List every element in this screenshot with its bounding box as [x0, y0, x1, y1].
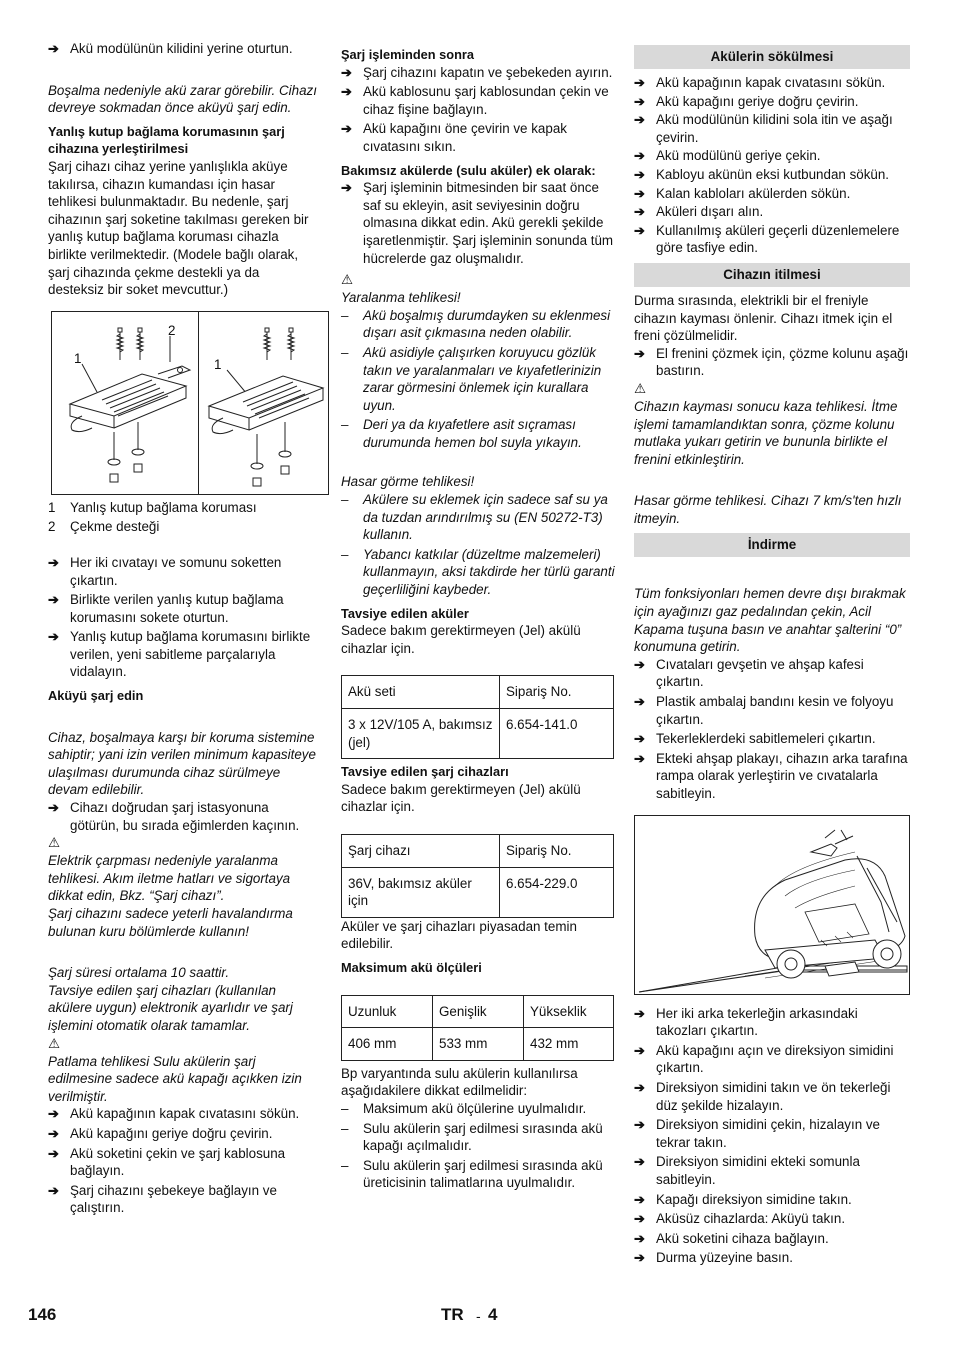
- paragraph-market-availability: Aküler ve şarj cihazları piyasadan temin edilebilir.: [341, 918, 577, 952]
- table-header-cell: Genişlik: [433, 995, 524, 1028]
- list-item: – Sulu akülerin şarj edilmesi sırasında akü üreticisinin talimatlarına uyulmalıdır.: [341, 1157, 615, 1192]
- legend-item: 1 Yanlış kutup bağlama koruması: [48, 499, 257, 515]
- note-discharge-protection: Cihaz, boşalmaya karşı bir koruma sistemine sahiptir; yani izin verilen minimum kapasiteye ulaşılması durumunda cihaz sürülmeye devam edilebilir.: [48, 729, 316, 798]
- table-cell: 6.654-141.0: [500, 709, 614, 759]
- step-item: ➔ Aküsüz cihazlarda: Aküyü takın.: [634, 1210, 910, 1228]
- section-heading-unloading: İndirme: [634, 533, 910, 557]
- step-item: ➔ Direksiyon simidini takın ve ön tekerleği düz şekilde hizalayın.: [634, 1079, 910, 1114]
- step-item: ➔ Akü modülünü geriye çekin.: [634, 147, 910, 165]
- step-item: ➔ Aküleri dışarı alın.: [634, 203, 910, 221]
- legend-item: 2 Çekme desteği: [48, 519, 160, 535]
- paragraph-gel-batteries: Sadece bakım gerektirmeyen (Jel) akülü cihazlar için.: [341, 623, 581, 656]
- spacer: [634, 468, 910, 492]
- warning-injury-item: – Deri ya da kıyafetlere asit sıçraması durumunda hemen bol suyla yıkayın.: [341, 416, 615, 451]
- step-item: ➔ Tekerleklerdeki sabitlemeleri çıkartın.: [634, 730, 910, 748]
- spacer: [48, 536, 318, 554]
- warning-damage-title: Hasar görme tehlikesi!: [341, 474, 475, 490]
- column-right: [634, 45, 910, 1267]
- table-header-cell: Akü seti: [342, 676, 500, 709]
- list-item: – Maksimum akü ölçülerine uyulmalıdır.: [341, 1100, 615, 1118]
- table-row: [342, 709, 614, 759]
- heading-wet-batteries: Bakımsız akülerde (sulu aküler) ek olarak:: [341, 162, 596, 178]
- table-row: [342, 867, 614, 917]
- spacer: [634, 557, 910, 585]
- spacer: [341, 451, 615, 473]
- step-item: ➔ Direksiyon simidini çekin, hizalayın ve tekrar takın.: [634, 1116, 910, 1151]
- table-cell: 432 mm: [524, 1028, 614, 1061]
- warning-injury-title: Yaralanma tehlikesi!: [341, 290, 461, 306]
- step-reconnect-cable: ➔ Akü kablosunu şarj kablosundan çekin ve cihaz fişine bağlayın.: [341, 83, 615, 118]
- protection-without-pull-tab-drawing: [199, 312, 329, 494]
- table-battery-set: [341, 675, 614, 759]
- warning-icon: ⚠: [48, 1035, 61, 1051]
- paragraph-bp-variant: Bp varyantında sulu akülerin kullanılırsa aşağıdakilere dikkat edilmelidir:: [341, 1065, 578, 1099]
- step-start-charger: ➔ Şarj cihazını şebekeye bağlayın ve çalıştırın.: [48, 1182, 318, 1217]
- spacer: [48, 940, 318, 964]
- table-row: [342, 1028, 614, 1061]
- language-code: TR: [441, 1305, 464, 1324]
- step-turn-cover-back: ➔ Akü kapağını geriye doğru çevirin.: [48, 1125, 318, 1143]
- figure-legend: [48, 499, 318, 536]
- table-dimensions: [341, 995, 614, 1061]
- table-header-cell: Uzunluk: [342, 995, 433, 1028]
- warning-icon: ⚠: [341, 272, 354, 288]
- figure-label-1a: 1: [74, 350, 82, 366]
- step-item: ➔ Cıvataları gevşetin ve ahşap kafesi çıkartın.: [634, 656, 910, 691]
- machine-on-ramp-drawing: [635, 816, 909, 994]
- table-cell: 3 x 12V/105 A, bakımsız (jel): [342, 709, 500, 759]
- step-close-cover: ➔ Akü kapağını öne çevirin ve kapak cıvatasını sıkın.: [341, 120, 615, 155]
- table-cell: 6.654-229.0: [500, 867, 614, 917]
- warning-slip-accident: Cihazın kayması sonucu kaza tehlikesi. İtme işlemi tamamlandıktan sonra, çözme kolunu mutlaka yukarı getirin ve bununla birlikte el frenini etkinleştirin.: [634, 398, 898, 467]
- step-switch-off-charger: ➔ Şarj cihazını kapatın ve şebekeden ayırın.: [341, 64, 615, 82]
- step-drive-to-station: ➔ Cihazı doğrudan şarj istasyonuna götürün, bu sırada eğimlerden kaçının.: [48, 799, 318, 834]
- note-charge-time: Şarj süresi ortalama 10 saattir.: [48, 965, 230, 981]
- figure-reverse-polarity-protection: [51, 311, 329, 495]
- step-item: ➔ Kabloyu akünün eksi kutbundan sökün.: [634, 166, 910, 184]
- step-item: ➔ Durma yüzeyine basın.: [634, 1249, 910, 1267]
- protection-with-pull-tab-drawing: [52, 312, 198, 494]
- column-middle: [341, 46, 615, 1192]
- warning-injury-item: – Akü boşalmış durumdayken su eklenmesi dışarı asit çıkmasına neden olabilir.: [341, 307, 615, 342]
- warning-electric-shock: Elektrik çarpması nedeniyle yaralanma tehlikesi. Akım iletme hatları ve sigortaya dikkat edin, Bkz. “Şarj cihazı”.: [48, 853, 291, 904]
- warning-icon: ⚠: [634, 380, 647, 396]
- note-emergency-stop: Tüm fonksiyonları hemen devre dışı bırakmak için ayağınızı gaz pedalından çekin, Acil Kapama tuşuna basın ve anahtar şalterini “0” konumuna getirin.: [634, 586, 906, 655]
- warning-damage-item: – Akülere su eklemek için sadece saf su ya da tuzdan arındırılmış su (EN 50272-T3) kullanın.: [341, 491, 615, 544]
- page-number: 146: [28, 1305, 57, 1324]
- step-remove-screws: ➔ Her iki cıvatayı ve somunu soketten çıkartın.: [48, 554, 318, 589]
- table-header-row: [342, 995, 614, 1028]
- step-item: ➔ Akü soketini cihaza bağlayın.: [634, 1230, 910, 1248]
- step-screw-protection: ➔ Yanlış kutup bağlama korumasını birlikte verilen, yeni sabitleme parçalarıyla vidalayın.: [48, 628, 318, 681]
- heading-recommended-batteries: Tavsiye edilen aküler: [341, 605, 469, 621]
- section-heading-pushing: Cihazın itilmesi: [634, 263, 910, 287]
- table-cell: 36V, bakımsız aküler için: [342, 867, 500, 917]
- step-add-water: ➔ Şarj işleminin bitmesinden bir saat önce saf su ekleyin, asit seviyesinin doğru olmasına dikkat edin. Akü gerekli şekilde işaretlenmiştir. Şarj işleminin sonunda tüm hücrelerde gaz oluşmalıdır.: [341, 179, 615, 267]
- warning-damage-item: – Yabancı katkılar (düzeltme malzemeleri) kullanmayın, aksi takdirde her türlü garanti geçerliliğini kaybeder.: [341, 546, 615, 599]
- table-cell: 533 mm: [433, 1028, 524, 1061]
- step-item: ➔ Akü kapağını açın ve direksiyon simidini çıkartın.: [634, 1042, 910, 1077]
- step-lock-module: ➔ Akü modülünün kilidini yerine oturtun.: [48, 40, 318, 58]
- heading-reverse-polarity: Yanlış kutup bağlama korumasının şarj cihazına yerleştirilmesi: [48, 123, 285, 157]
- paragraph-hand-brake: Durma sırasında, elektrikli bir el freniyle cihazın kayması önlenir. Cihazı itmek için el freni çözülmelidir.: [634, 292, 893, 344]
- section-page-number: 4: [488, 1305, 498, 1324]
- table-header-row: [342, 676, 614, 709]
- warning-icon: ⚠: [48, 835, 61, 851]
- warning-ventilation: Şarj cihazını sadece yeterli havalandırma bulunan kuru bölümlerde kullanın!: [48, 906, 293, 939]
- table-header-cell: Yükseklik: [524, 995, 614, 1028]
- table-cell: 406 mm: [342, 1028, 433, 1061]
- paragraph-reverse-polarity: Şarj cihazı cihaz yerine yanlışlıkla aküye takılırsa, cihazın kumandası için hasar tehlikesi bulunmaktadır. Bu nedenle, şarj cihazının şarj soketine takılması gereken bir yanlış kutup bağlama koruması cihazla birlikte verilmektedir. (Modele bağlı olarak, şarj cihazında çekme destekli ya da desteksiz bir soket mevcuttur.): [48, 158, 309, 298]
- footer-separator: -: [476, 1308, 481, 1324]
- step-item: ➔ Ekteki ahşap plakayı, cihazın arka tarafına rampa olarak yerleştirin ve cıvatalarla sabitleyin.: [634, 750, 910, 803]
- step-item: ➔ Plastik ambalaj bandını kesin ve folyoyu çıkartın.: [634, 693, 910, 728]
- step-item: ➔ Kalan kabloları akülerden sökün.: [634, 185, 910, 203]
- section-heading-battery-removal: Akülerin sökülmesi: [634, 45, 910, 69]
- step-connect-charge-cable: ➔ Akü soketini çekin ve şarj kablosuna bağlayın.: [48, 1145, 318, 1180]
- note-push-speed: Hasar görme tehlikesi. Cihazı 7 km/s'ten hızlı itmeyin.: [634, 493, 902, 526]
- step-item: ➔ Akü kapağının kapak cıvatasını sökün.: [634, 74, 910, 92]
- step-item: ➔ Kapağı direksiyon simidine takın.: [634, 1191, 910, 1209]
- note-recommended-chargers: Tavsiye edilen şarj cihazları (kullanılan akülere uygun) elektronik ayarlıdır ve şarj işlemini otomatik olarak tamamlar.: [48, 982, 293, 1033]
- heading-charge-battery: Aküyü şarj edin: [48, 688, 144, 704]
- heading-after-charging: Şarj işleminden sonra: [341, 47, 474, 62]
- warning-explosion: Patlama tehlikesi Sulu akülerin şarj edilmesine sadece akü kapağı açıkken izin verilmiştir.: [48, 1053, 302, 1104]
- step-item: ➔ Direksiyon simidini ekteki somunla sabitleyin.: [634, 1153, 910, 1188]
- step-item: ➔ Akü kapağını geriye doğru çevirin.: [634, 93, 910, 111]
- column-left: [48, 40, 318, 1217]
- step-item: ➔ Akü modülünün kilidini sola itin ve aşağı çevirin.: [634, 111, 910, 146]
- step-insert-protection: ➔ Birlikte verilen yanlış kutup bağlama korumasını sokete oturtun.: [48, 591, 318, 626]
- table-charger: [341, 834, 614, 918]
- step-item: ➔ Kullanılmış aküleri geçerli düzenlemelere göre tasfiye edin.: [634, 222, 910, 257]
- paragraph-gel-chargers: Sadece bakım gerektirmeyen (Jel) akülü cihazlar için.: [341, 781, 581, 815]
- note-discharge: Boşalma nedeniyle akü zarar görebilir. Cihazı devreye sokmadan önce aküyü şarj edin.: [48, 82, 317, 116]
- spacer: [48, 705, 318, 729]
- table-header-row: [342, 834, 614, 867]
- spacer: [48, 58, 318, 82]
- figure-label-1b: 1: [214, 356, 222, 372]
- warning-injury-item: – Akü asidiyle çalışırken koruyucu gözlük takın ve yaralanmaları ve kıyafetlerinizin zarar görmesini önlemek için kurallara uyun.: [341, 344, 615, 414]
- step-item: ➔ Her iki arka tekerleğin arkasındaki takozları çıkartın.: [634, 1005, 910, 1040]
- battery-removal-steps: [634, 74, 910, 257]
- heading-recommended-chargers: Tavsiye edilen şarj cihazları: [341, 764, 509, 780]
- step-release-brake: ➔ El frenini çözmek için, çözme kolunu aşağı bastırın.: [634, 345, 910, 380]
- figure-unloading-ramp: [634, 815, 910, 995]
- figure-label-2: 2: [168, 322, 176, 338]
- heading-max-battery-dimensions: Maksimum akü ölçüleri: [341, 959, 482, 975]
- table-header-cell: Sipariş No.: [500, 834, 614, 867]
- step-remove-cover-screw: ➔ Akü kapağının kapak cıvatasını sökün.: [48, 1105, 318, 1123]
- table-header-cell: Sipariş No.: [500, 676, 614, 709]
- list-item: – Sulu akülerin şarj edilmesi sırasında akü kapağı açılmalıdır.: [341, 1120, 615, 1155]
- table-header-cell: Şarj cihazı: [342, 834, 500, 867]
